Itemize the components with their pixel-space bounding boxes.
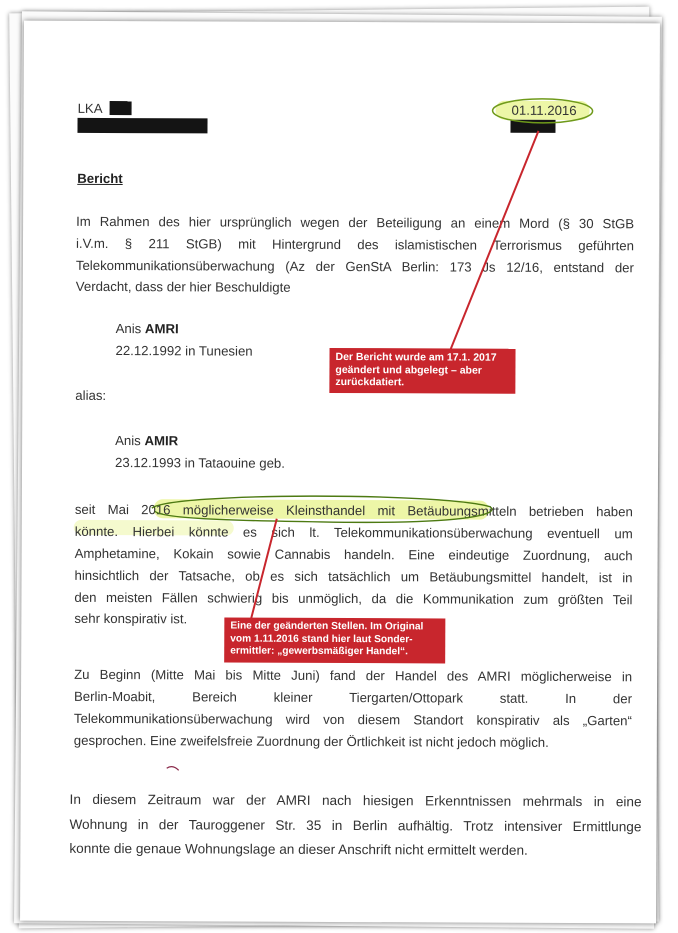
body-line: Telekommunikationsüberwachung wird von diesem Standort konspirativ als „Garten“ (73, 710, 632, 729)
body-line: Verdacht, dass der hier Beschuldigte (75, 278, 291, 295)
first-name: Anis (115, 321, 142, 337)
body-line: i.V.m. § 211 StGB) mit Hintergrund des islamistischen Terrorismus geführten (75, 235, 635, 254)
body-line: Wohnung in der Tauroggener Str. 35 in Berlin aufhältig. Trotz intensiver Ermittlunge (69, 816, 642, 835)
person-details: 22.12.1992 in Tunesien (115, 343, 253, 359)
last-name: AMRI (144, 321, 179, 337)
body-line: den meisten Fällen schwierig bis unmöglich, da die Kommunikation zum größten Teil (74, 589, 633, 608)
agency-label: LKA (77, 100, 103, 116)
body-line: Zu Beginn (Mitte Mai bis Mitte Juni) fand der Handel des AMRI möglicherweise in (74, 666, 633, 685)
phrase-circle-mark (152, 495, 492, 523)
body-line: Berlin-Moabit, Bereich kleiner Tiergarten/Ottopark statt. In der (73, 688, 633, 707)
body-line: sehr konspirativ ist. (74, 610, 188, 627)
callout-line: geändert und abgelegt – aber (335, 363, 482, 377)
date-circle-mark (493, 99, 593, 123)
alias-label: alias: (75, 387, 107, 403)
body-line: seit Mai 2016 möglicherweise Kleinsthandel mit Betäubungsmitteln betrieben haben (74, 501, 633, 520)
callout-line: vom 1.11.2016 stand hier laut Sonder- (230, 633, 413, 645)
body-line: konnte die genaue Wohnungslage an dieser Anschrift nicht ermittelt werden. (69, 840, 528, 858)
person-details: 23.12.1993 in Tataouine geb. (115, 455, 285, 471)
body-line: könnte. Hierbei könnte es sich lt. Telekommunikationsüberwachung eventuell um (74, 523, 633, 542)
document-title: Bericht (77, 170, 123, 187)
body-line: In diesem Zeitraum war der AMRI nach hiesigen Erkenntnissen mehrmals in eine (69, 791, 642, 810)
callout-line: Eine der geänderten Stellen. Im Original (230, 620, 424, 633)
annotation-marks (20, 21, 660, 924)
callout-pointer-line (250, 519, 276, 622)
callout-pointer-line (451, 130, 539, 349)
first-name: Anis (115, 433, 141, 449)
body-line: Telekommunikationsüberwachung (Az der GenStA Berlin: 173 Js 12/16, entstand der (75, 257, 634, 276)
body-line: gesprochen. Eine zweifelsfreie Zuordnung der Örtlichkeit ist nicht jedoch möglich. (73, 732, 549, 750)
body-line: hinsichtlich der Tatsache, ob es sich tatsächlich um Betäubungsmittel handelt, ist in (74, 567, 633, 586)
document-page (20, 21, 660, 924)
callout-backdated (329, 348, 515, 393)
body-line: Im Rahmen des hier ursprünglich wegen der Beteiligung an einem Mord (§ 30 StGB (76, 213, 635, 232)
body-line: Amphetamine, Kokain sowie Cannabis handeln. Eine eindeutige Zuordnung, auch (74, 545, 633, 564)
last-name: AMIR (144, 433, 179, 449)
callout-changed-passage (224, 617, 445, 662)
callout-line: Der Bericht wurde am 17.1. 2017 (335, 350, 497, 364)
callout-line: ermittler: „gewerbsmäßiger Handel“. (230, 645, 409, 658)
callout-line: zurückdatiert. (335, 375, 405, 389)
pen-mark (167, 767, 179, 771)
report-date: 01.11.2016 (511, 102, 577, 119)
